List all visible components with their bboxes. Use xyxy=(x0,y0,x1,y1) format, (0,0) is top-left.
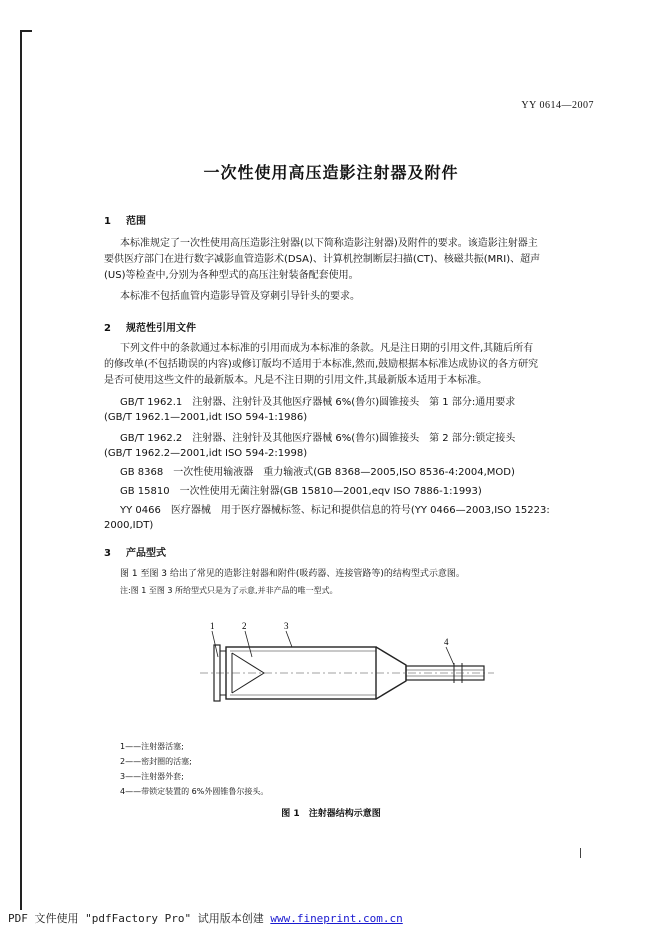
leader-line-3 xyxy=(286,631,292,647)
leader-line-2 xyxy=(245,631,252,657)
legend-item: 3——注射器外套; xyxy=(120,772,184,781)
standard-number: YY 0614—2007 xyxy=(521,100,594,111)
section-title: 规范性引用文件 xyxy=(126,323,196,334)
type-note: 注:图 1 至图 3 所给型式只是为了示意,并非产品的唯一型式。 xyxy=(120,586,338,595)
callout-1: 1 xyxy=(210,621,215,631)
callout-3: 3 xyxy=(284,621,289,631)
section-2-heading xyxy=(104,319,196,334)
section-number: 3 xyxy=(104,548,111,559)
section-title: 范围 xyxy=(126,216,146,227)
scope-line-2: 要供医疗部门在进行数字减影血管造影术(DSA)、计算机控制断层扫描(CT)、核磁共振(MRI)、超声 xyxy=(104,254,541,265)
reference-item: 2000,IDT) xyxy=(104,520,154,531)
leader-line-4 xyxy=(446,647,454,665)
refs-intro-line-2: 的修改单(不包括勘误的内容)或修订版均不适用于本标准,然而,鼓励根据本标准达成协议的各方研究 xyxy=(104,359,539,370)
scope-line-4: 本标准不包括血管内造影导管及穿刺引导针头的要求。 xyxy=(120,291,360,302)
legend-item: 2——密封圈的活塞; xyxy=(120,757,192,766)
scope-line-3: (US)等检查中,分别为各种型式的高压注射装备配套使用。 xyxy=(104,270,359,281)
section-number: 2 xyxy=(104,323,111,334)
section-1-heading xyxy=(104,212,146,227)
section-title: 产品型式 xyxy=(126,548,166,559)
callout-2: 2 xyxy=(242,621,247,631)
callout-4: 4 xyxy=(444,637,449,647)
legend-item: 1——注射器活塞; xyxy=(120,742,184,751)
reference-item: GB 8368 一次性使用输液器 重力输液式(GB 8368—2005,ISO 8536-4:2004,MOD) xyxy=(120,467,515,478)
refs-intro-line-1: 下列文件中的条款通过本标准的引用而成为本标准的条款。凡是注日期的引用文件,其随后所有 xyxy=(120,343,534,354)
reference-item: YY 0466 医疗器械 用于医疗器械标签、标记和提供信息的符号(YY 0466—2003,ISO 15223: xyxy=(120,505,550,516)
reference-item: GB/T 1962.1 注射器、注射针及其他医疗器械 6%(鲁尔)圆锥接头 第 1 部分:通用要求 xyxy=(120,397,516,408)
scope-line-1: 本标准规定了一次性使用高压造影注射器(以下简称造影注射器)及附件的要求。该造影注射器主 xyxy=(120,238,538,249)
legend-item: 4——带锁定装置的 6%外圆锥鲁尔接头。 xyxy=(120,787,269,796)
leader-line-1 xyxy=(212,631,218,657)
reference-item: (GB/T 1962.2—2001,idt ISO 594-2:1998) xyxy=(104,448,308,459)
type-description: 图 1 至图 3 给出了常见的造影注射器和附件(吸药器、连接管路等)的结构型式示意图。 xyxy=(120,569,465,579)
fineprint-link[interactable]: www.fineprint.com.cn xyxy=(270,912,403,925)
footer-text: PDF 文件使用 "pdfFactory Pro" 试用版本创建 xyxy=(8,912,271,925)
margin-bracket-tick xyxy=(20,30,32,32)
pdf-creator-footer xyxy=(8,910,403,926)
syringe-structure-diagram xyxy=(190,615,500,725)
page-mark xyxy=(580,848,581,858)
refs-intro-line-3: 是否可使用这些文件的最新版本。凡是不注日期的引用文件,其最新版本适用于本标准。 xyxy=(104,375,488,386)
section-3-heading xyxy=(104,544,166,559)
figure-caption: 图 1 注射器结构示意图 xyxy=(281,809,381,819)
reference-item: (GB/T 1962.1—2001,idt ISO 594-1:1986) xyxy=(104,412,308,423)
reference-item: GB 15810 一次性使用无菌注射器(GB 15810—2001,eqv ISO 7886-1:1993) xyxy=(120,486,482,497)
section-number: 1 xyxy=(104,216,111,227)
reference-item: GB/T 1962.2 注射器、注射针及其他医疗器械 6%(鲁尔)圆锥接头 第 2 部分:锁定接头 xyxy=(120,433,516,444)
page-title: 一次性使用高压造影注射器及附件 xyxy=(203,163,459,182)
